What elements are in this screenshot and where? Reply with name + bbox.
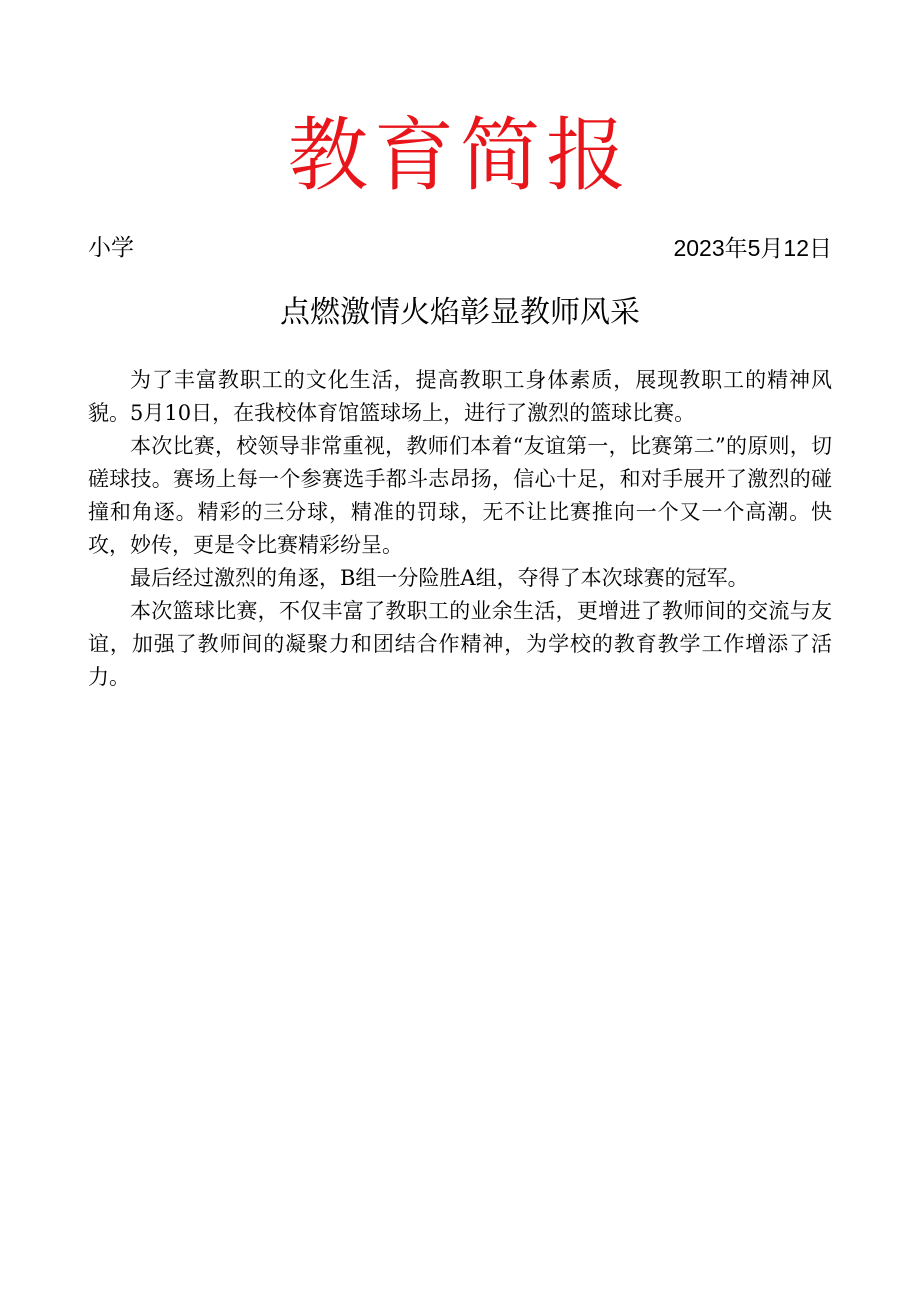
bulletin-meta-row <box>88 232 832 264</box>
article-headline: 点燃激情火焰彰显教师风采 <box>280 295 640 330</box>
article-paragraph: 本次篮球比赛，不仅丰富了教职工的业余生活，更增进了教师间的交流与友谊，加强了教师间的凝聚力和团结合作精神，为学校的教育教学工作增添了活力。 <box>88 599 832 689</box>
article-paragraph: 本次比赛，校领导非常重视，教师们本着“友谊第一，比赛第二”的原则，切磋球技。赛场上每一个参赛选手都斗志昂扬，信心十足，和对手展开了激烈的碰撞和角逐。精彩的三分球，精准的罚球，无不让比赛推向一个又一个高潮。快攻，妙传，更是令比赛精彩纷呈。 <box>88 434 832 557</box>
issue-date: 2023年5月12日 <box>673 235 832 261</box>
article-body <box>88 364 832 694</box>
article-paragraph: 为了丰富教职工的文化生活，提高教职工身体素质，展现教职工的精神风貌。5月10日，在我校体育馆篮球场上，进行了激烈的篮球比赛。 <box>88 368 832 425</box>
school-name: 小学 <box>88 235 134 261</box>
bulletin-masthead-title: 教育简报 <box>288 109 632 202</box>
article-paragraph: 最后经过激烈的角逐，B组一分险胜A组，夺得了本次球赛的冠军。 <box>130 566 749 590</box>
